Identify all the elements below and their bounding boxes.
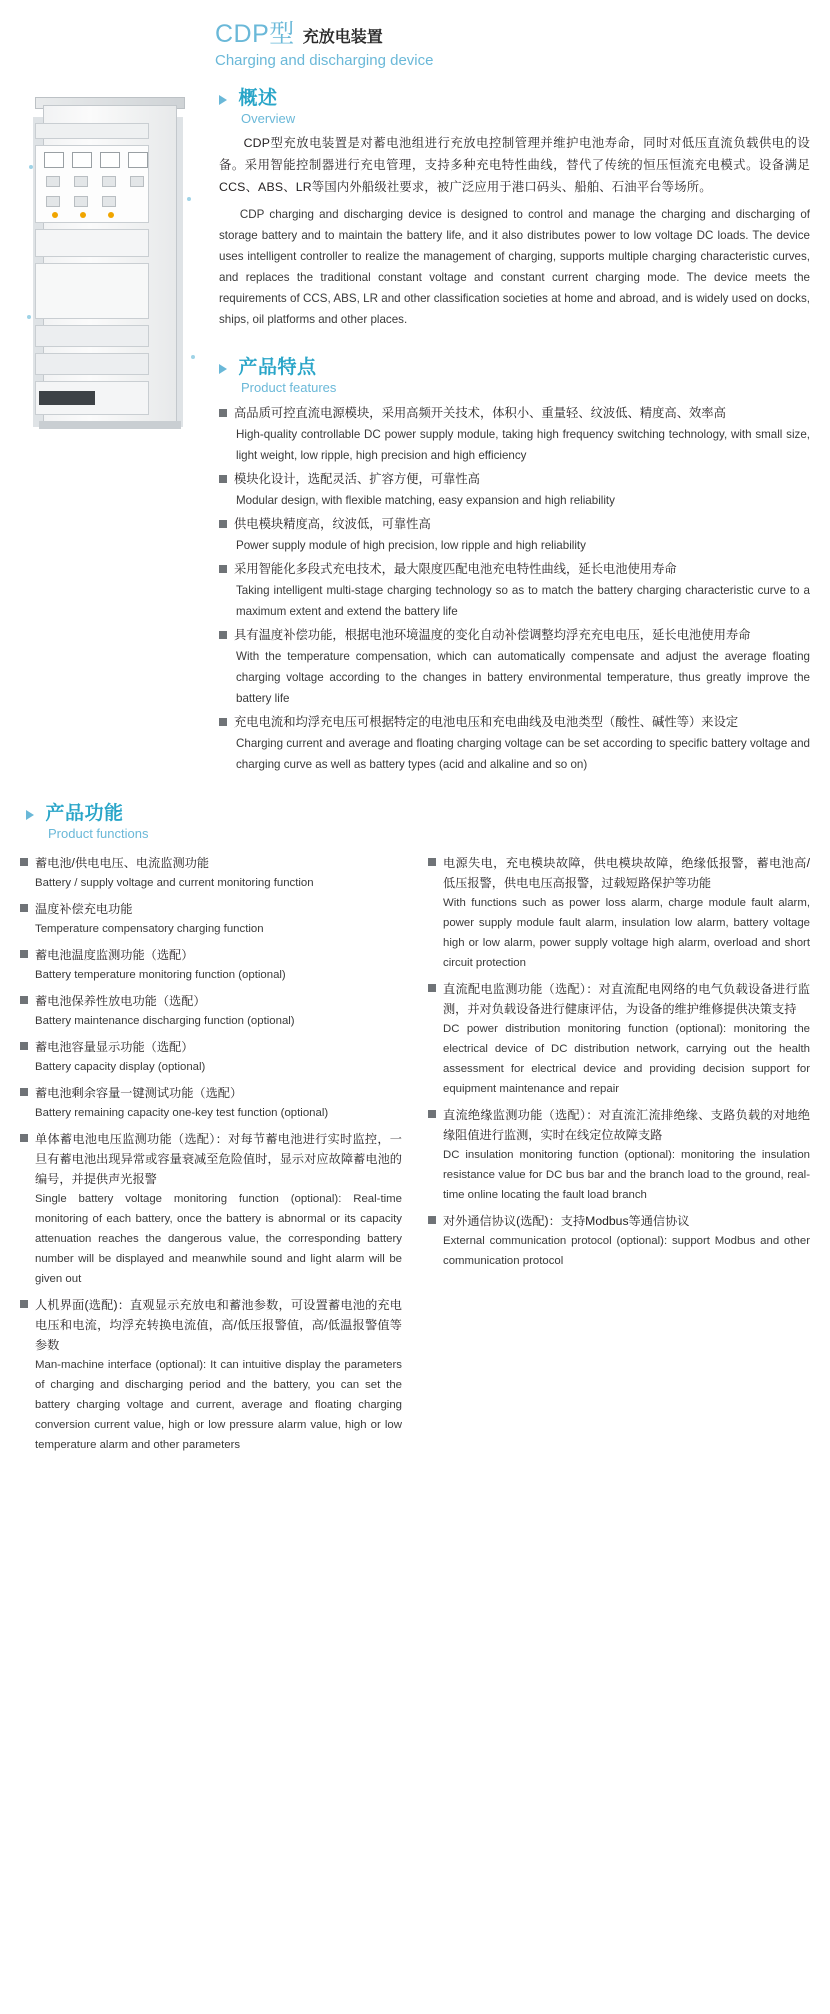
bullet-square-icon bbox=[219, 631, 227, 639]
feature-text-en: With the temperature compensation, which can automatically compensate and adjust the average floating charging voltage according to the changes in battery environmental temperature, thus greatly improve the battery life bbox=[236, 650, 810, 705]
list-item bbox=[428, 1105, 810, 1205]
function-text-en: External communication protocol (optional): support Modbus and other communication protocol bbox=[443, 1235, 810, 1267]
overview-heading bbox=[219, 83, 810, 126]
function-text-en: Temperature compensatory charging function bbox=[35, 923, 264, 935]
feature-text-cn: 充电电流和均浮充电压可根据特定的电池电压和充电曲线及电池类型（酸性、碱性等）来设定 bbox=[234, 715, 739, 729]
list-item bbox=[20, 945, 402, 985]
triangle-right-icon bbox=[26, 810, 34, 820]
list-item bbox=[219, 559, 810, 622]
bullet-square-icon bbox=[428, 858, 436, 866]
list-item bbox=[20, 1129, 402, 1289]
feature-text-en: High-quality controllable DC power supply module, taking high frequency switching technology, with small size, light weight, low ripple, high precision and high efficiency bbox=[236, 428, 810, 462]
bullet-square-icon bbox=[428, 984, 436, 992]
bullet-square-icon bbox=[428, 1216, 436, 1224]
overview-heading-en: Overview bbox=[241, 111, 296, 126]
feature-text-en: Modular design, with flexible matching, easy expansion and high reliability bbox=[236, 494, 615, 507]
product-photo-cdp-cabinet bbox=[25, 105, 200, 435]
features-list bbox=[219, 403, 810, 775]
functions-right-column bbox=[428, 853, 810, 1461]
function-text-en: Single battery voltage monitoring function (optional): Real-time monitoring of each battery, once the battery is abnormal or its capacity attenuation reaches the dangerous value, the corresponding battery number will be displayed and meanwhile sound and light alarm will be given out bbox=[35, 1193, 402, 1285]
function-text-en: With functions such as power loss alarm, charge module fault alarm, power supply module fault alarm, insulation low alarm, battery voltage high or low alarm, power supply voltage high alarm, overload and short circuit protection bbox=[443, 897, 810, 969]
bullet-square-icon bbox=[219, 718, 227, 726]
list-item bbox=[219, 403, 810, 466]
list-item bbox=[428, 1211, 810, 1271]
function-text-cn: 电源失电，充电模块故障，供电模块故障，绝缘低报警，蓄电池高/低压报警，供电电压高报警，过载短路保护等功能 bbox=[443, 856, 810, 890]
list-item bbox=[219, 514, 810, 556]
bullet-square-icon bbox=[20, 904, 28, 912]
title-cn: CDP型 bbox=[215, 20, 295, 48]
bullet-square-icon bbox=[219, 565, 227, 573]
list-item bbox=[20, 899, 402, 939]
function-text-en: Battery remaining capacity one-key test function (optional) bbox=[35, 1107, 329, 1119]
list-item bbox=[20, 991, 402, 1031]
function-text-cn: 蓄电池容量显示功能（选配） bbox=[35, 1040, 194, 1054]
function-text-en: Battery / supply voltage and current monitoring function bbox=[35, 877, 314, 889]
function-text-cn: 蓄电池温度监测功能（选配） bbox=[35, 948, 194, 962]
bullet-square-icon bbox=[20, 1088, 28, 1096]
function-text-cn: 蓄电池保养性放电功能（选配） bbox=[35, 994, 206, 1008]
feature-text-cn: 模块化设计，选配灵活、扩容方便，可靠性高 bbox=[234, 472, 480, 486]
title-cn-sub: 充放电装置 bbox=[302, 29, 383, 46]
top-section bbox=[0, 75, 830, 778]
feature-text-en: Taking intelligent multi-stage charging technology so as to match the battery charging characteristic curve to a maximum extent and extend the battery life bbox=[236, 584, 810, 618]
features-heading-cn: 产品特点 bbox=[238, 357, 317, 378]
triangle-right-icon bbox=[219, 364, 227, 374]
function-text-en: Battery maintenance discharging function (optional) bbox=[35, 1015, 295, 1027]
bullet-square-icon bbox=[20, 1300, 28, 1308]
functions-section bbox=[0, 778, 830, 1461]
feature-text-cn: 采用智能化多段式充电技术，最大限度匹配电池充电特性曲线，延长电池使用寿命 bbox=[234, 562, 677, 576]
functions-heading-cn: 产品功能 bbox=[45, 803, 124, 824]
features-heading-en: Product features bbox=[241, 380, 337, 395]
page-title bbox=[215, 14, 830, 50]
bullet-square-icon bbox=[219, 409, 227, 417]
list-item bbox=[20, 1037, 402, 1077]
bullet-square-icon bbox=[219, 520, 227, 528]
functions-left-column bbox=[20, 853, 402, 1461]
bullet-square-icon bbox=[428, 1110, 436, 1118]
function-text-en: Battery temperature monitoring function (optional) bbox=[35, 969, 286, 981]
function-text-en: DC power distribution monitoring function (optional): monitoring the electrical device of DC distribution network, carrying out the health assessment for electrical device and providing decision support for equipment maintenance and repair bbox=[443, 1023, 810, 1095]
functions-heading-en: Product functions bbox=[48, 826, 149, 841]
bullet-square-icon bbox=[20, 858, 28, 866]
feature-text-cn: 具有温度补偿功能，根据电池环境温度的变化自动补偿调整均浮充充电电压，延长电池使用寿命 bbox=[234, 628, 751, 642]
function-text-cn: 直流绝缘监测功能（选配）：对直流汇流排绝缘、支路负载的对地绝缘阻值进行监测，实时在线定位故障支路 bbox=[443, 1108, 810, 1142]
list-item bbox=[219, 469, 810, 511]
bullet-square-icon bbox=[219, 475, 227, 483]
overview-paragraph-en: CDP charging and discharging device is designed to control and manage the charging and discharging of storage battery and to maintain the battery life, and it also distributes power to low voltage DC loads. The device uses intelligent controller to realize the management of charging, supports multiple charging characteristic curves, and replaces the traditional constant voltage and constant current charging mode. The device meets the requirements of CCS, ABS, LR and other classification societies at home and abroad, and is widely used on docks, ships, oil platforms and other places. bbox=[219, 208, 810, 326]
feature-text-en: Power supply module of high precision, low ripple and high reliability bbox=[236, 539, 586, 552]
function-text-cn: 温度补偿充电功能 bbox=[35, 902, 133, 916]
function-text-cn: 蓄电池/供电电压、电流监测功能 bbox=[35, 856, 210, 870]
list-item bbox=[20, 1295, 402, 1455]
function-text-cn: 对外通信协议(选配)：支持Modbus等通信协议 bbox=[443, 1214, 690, 1228]
list-item bbox=[219, 625, 810, 709]
bullet-square-icon bbox=[20, 996, 28, 1004]
triangle-right-icon bbox=[219, 95, 227, 105]
product-image-column bbox=[20, 81, 205, 778]
feature-text-cn: 供电模块精度高，纹波低，可靠性高 bbox=[234, 517, 431, 531]
list-item bbox=[20, 853, 402, 893]
feature-text-en: Charging current and average and floating charging voltage can be set according to specific battery voltage and charging curve as well as battery types (acid and alkaline and so on) bbox=[236, 737, 810, 771]
list-item bbox=[428, 979, 810, 1099]
function-text-en: Man-machine interface (optional): It can intuitive display the parameters of charging and discharging period and the battery, you can set the battery charging voltage and current, average and floating charging conversion current value, high or low pressure alarm value, high or low temperature alarm and other parameters bbox=[35, 1359, 402, 1451]
function-text-cn: 人机界面(选配)：直观显示充放电和蓄池参数，可设置蓄电池的充电电压和电流，均浮充转换电流值，高/低压报警值，高/低温报警值等参数 bbox=[35, 1298, 402, 1352]
function-text-en: DC insulation monitoring function (optional): monitoring the insulation resistance value for DC bus bar and the branch load to the ground, real-time online locating the fault load branch bbox=[443, 1149, 810, 1201]
function-text-cn: 蓄电池剩余容量一键测试功能（选配） bbox=[35, 1086, 243, 1100]
top-text-column bbox=[205, 81, 810, 778]
functions-heading bbox=[26, 798, 810, 841]
title-en: Charging and discharging device bbox=[215, 52, 434, 69]
function-text-cn: 直流配电监测功能（选配）：对直流配电网络的电气负载设备进行监测，并对负载设备进行健康评估，为设备的维护维修提供决策支持 bbox=[443, 982, 810, 1016]
list-item bbox=[20, 1083, 402, 1123]
bullet-square-icon bbox=[20, 1042, 28, 1050]
bullet-square-icon bbox=[20, 950, 28, 958]
overview-heading-cn: 概述 bbox=[238, 88, 278, 109]
function-text-cn: 单体蓄电池电压监测功能（选配）：对每节蓄电池进行实时监控，一旦有蓄电池出现异常或容量衰减至危险值时，显示对应故障蓄电池的编号，并提供声光报警 bbox=[35, 1132, 402, 1186]
page-header bbox=[0, 0, 830, 75]
overview-paragraph-cn: CDP型充放电装置是对蓄电池组进行充放电控制管理并维护电池寿命，同时对低压直流负载供电的设备。采用智能控制器进行充电管理，支持多种充电特性曲线，替代了传统的恒压恒流充电模式。设备满足CCS、ABS、LR等国内外船级社要求，被广泛应用于港口码头、船舶、石油平台等场所。 bbox=[219, 136, 810, 194]
list-item bbox=[428, 853, 810, 973]
function-text-en: Battery capacity display (optional) bbox=[35, 1061, 206, 1073]
bullet-square-icon bbox=[20, 1134, 28, 1142]
feature-text-cn: 高品质可控直流电源模块，采用高频开关技术，体积小、重量轻、纹波低、精度高、效率高 bbox=[234, 406, 726, 420]
features-heading bbox=[219, 352, 810, 395]
list-item bbox=[219, 712, 810, 775]
